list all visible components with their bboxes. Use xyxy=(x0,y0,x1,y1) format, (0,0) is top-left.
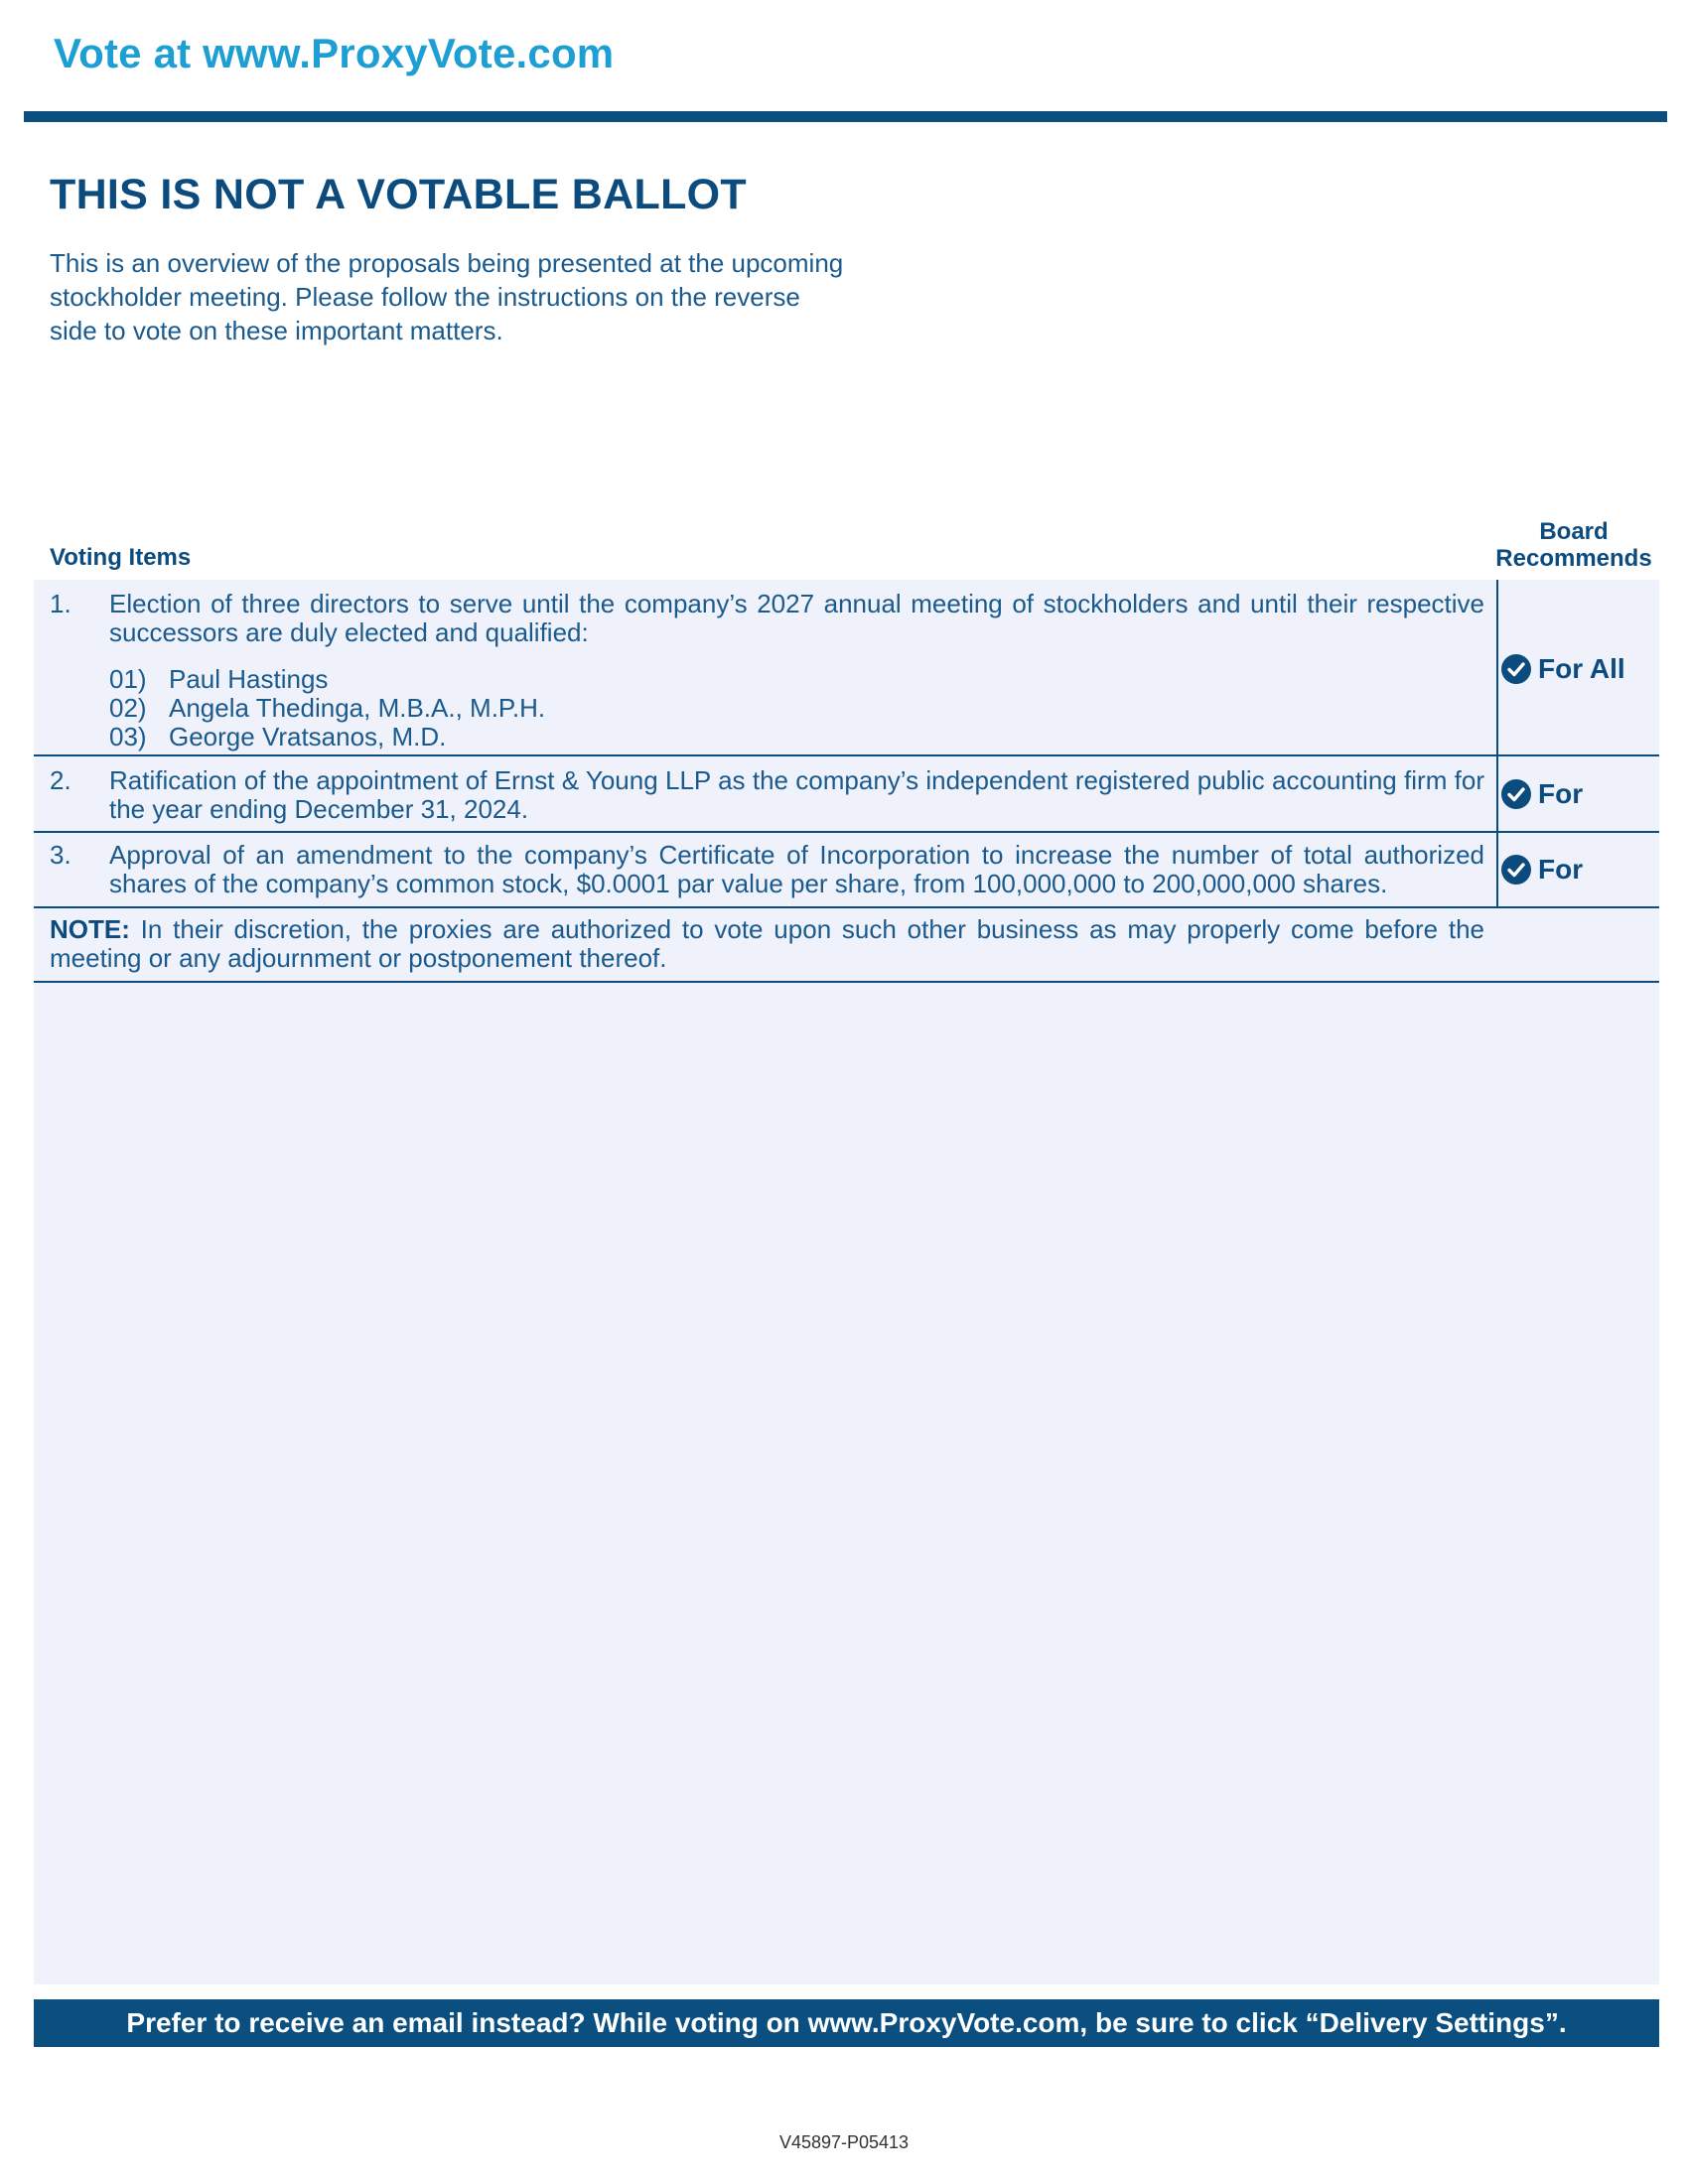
delivery-settings-banner: Prefer to receive an email instead? While voting on www.ProxyVote.com, be sure to click “Delivery Settings”. xyxy=(34,1999,1659,2047)
nominee xyxy=(109,723,1484,751)
nominee xyxy=(109,665,1484,694)
check-circle-icon xyxy=(1501,855,1531,885)
page-title: THIS IS NOT A VOTABLE BALLOT xyxy=(50,171,747,218)
nominee-name: Paul Hastings xyxy=(169,664,329,694)
nominee-list xyxy=(109,665,1484,751)
voting-item-3 xyxy=(50,841,1484,898)
recommendation-label: For xyxy=(1538,778,1584,809)
recommendation-label: For xyxy=(1538,854,1584,885)
nominee-number: 03) xyxy=(109,722,147,751)
item-text: Approval of an amendment to the company’s Certificate of Incorporation to increase the number of total authorized shares of the company’s common stock, $0.0001 par value per share, from 100,000,000 to 200,000,000 shares. xyxy=(109,840,1484,898)
nominee xyxy=(109,694,1484,723)
intro-text: This is an overview of the proposals being presented at the upcoming stockholder meeting. Please follow the instructions on the reverse side to vote on these important matters. xyxy=(50,248,844,345)
item-number: 3. xyxy=(50,840,71,870)
vote-link[interactable]: Vote at www.ProxyVote.com xyxy=(54,30,615,76)
nominee-name: George Vratsanos, M.D. xyxy=(169,722,447,751)
nominee-number: 01) xyxy=(109,664,147,694)
document-code: V45897-P05413 xyxy=(778,2132,910,2152)
row-divider xyxy=(34,754,1659,756)
row-divider xyxy=(34,906,1659,908)
item-text: Ratification of the appointment of Ernst & Young LLP as the company’s independent registered public accounting firm for the year ending December 31, 2024. xyxy=(109,765,1484,824)
note-text xyxy=(50,915,1484,973)
check-circle-icon xyxy=(1501,654,1531,684)
row-divider xyxy=(34,831,1659,833)
voting-item-2 xyxy=(50,766,1484,824)
row-divider xyxy=(34,981,1659,983)
header-divider xyxy=(24,111,1667,122)
board-recommends-header: Board Recommends xyxy=(1495,518,1652,572)
item-number: 1. xyxy=(50,589,71,618)
item-number: 2. xyxy=(50,765,71,795)
item-text: Election of three directors to serve until the company’s 2027 annual meeting of stockholders and until their respective successors are duly elected and qualified: xyxy=(109,589,1484,647)
nominee-name: Angela Thedinga, M.B.A., M.P.H. xyxy=(169,693,546,723)
note-body: In their discretion, the proxies are authorized to vote upon such other business as may properly come before the meeting or any adjournment or postponement thereof. xyxy=(50,914,1484,973)
note-label: NOTE: xyxy=(50,914,130,944)
recommendation-1 xyxy=(1501,653,1625,685)
column-divider xyxy=(1496,580,1498,907)
check-circle-icon xyxy=(1501,779,1531,809)
recommendation-3 xyxy=(1501,854,1583,886)
recommendation-label: For All xyxy=(1538,653,1625,684)
nominee-number: 02) xyxy=(109,693,147,723)
voting-items-header: Voting Items xyxy=(50,544,192,571)
recommendation-2 xyxy=(1501,778,1583,810)
voting-item-1 xyxy=(50,590,1484,751)
